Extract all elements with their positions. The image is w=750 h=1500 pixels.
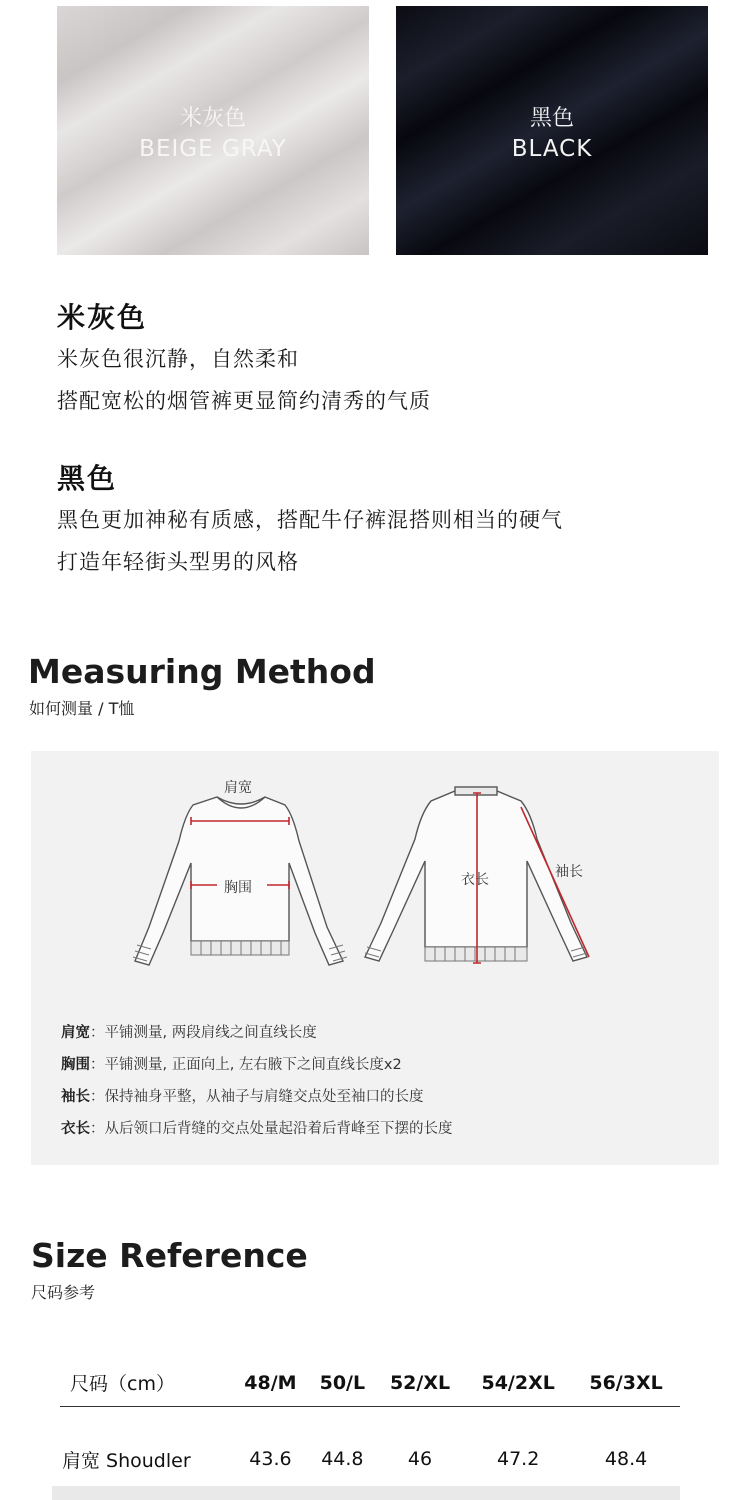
- size-column-header: 54/2XL: [464, 1360, 572, 1406]
- swatch-label: [57, 104, 369, 164]
- table-cell: 43.6: [249, 1448, 292, 1471]
- size-column-header: 50/L: [309, 1360, 376, 1406]
- label-length: 衣长: [461, 872, 489, 888]
- swatch-label: [396, 104, 708, 164]
- color-title: 黑色: [57, 462, 118, 495]
- definition-separator: ：: [90, 1089, 105, 1105]
- definition-length: [61, 1113, 453, 1145]
- definition-term: 胸围: [61, 1057, 90, 1073]
- swatch-black: [396, 6, 708, 255]
- label-sleeve: 袖长: [555, 864, 583, 880]
- definition-term: 肩宽: [61, 1025, 90, 1041]
- definition-text: 平铺测量, 正面向上, 左右腋下之间直线长度x2: [104, 1057, 402, 1073]
- color-text-line: 打造年轻街头型男的风格: [57, 550, 299, 574]
- definition-shoulder: [61, 1017, 453, 1049]
- definition-text: 保持袖身平整，从袖子与肩缝交点处至袖口的长度: [104, 1089, 424, 1105]
- label-shoulder: 肩宽: [224, 780, 252, 796]
- swatch-name-en: BLACK: [511, 136, 593, 162]
- front-shirt-ribbing: [133, 941, 347, 961]
- color-description-beige-gray: [57, 298, 431, 422]
- measuring-method-title: Measuring Method: [28, 652, 376, 691]
- color-text-line: 米灰色很沉静，自然柔和: [57, 347, 299, 371]
- back-shirt-ribbing: [365, 947, 587, 961]
- row-label: 肩宽 Shoudler: [62, 1449, 191, 1472]
- color-text-line: 搭配宽松的烟管裤更显简约清秀的气质: [57, 389, 431, 413]
- swatch-name-cn: 米灰色: [179, 106, 246, 131]
- table-row: [60, 1406, 680, 1478]
- definition-text: 平铺测量, 两段肩线之间直线长度: [104, 1025, 317, 1041]
- definition-separator: ：: [90, 1121, 105, 1137]
- color-text-line: 黑色更加神秘有质感，搭配牛仔裤混搭则相当的硬气: [57, 508, 563, 532]
- size-table: [60, 1360, 680, 1478]
- label-chest: 胸围: [224, 880, 252, 896]
- definition-separator: ：: [90, 1057, 105, 1073]
- size-reference-title: Size Reference: [31, 1236, 308, 1275]
- table-cell: 46: [407, 1448, 433, 1471]
- definition-chest: [61, 1049, 453, 1081]
- table-row-cut-off: [52, 1486, 680, 1500]
- size-column-header: 48/M: [232, 1360, 309, 1406]
- size-reference-subtitle: 尺码参考: [31, 1283, 96, 1302]
- measuring-diagram-panel: [31, 751, 719, 1165]
- size-table-header: [60, 1360, 680, 1406]
- swatch-beige-gray: [57, 6, 369, 255]
- size-column-header: 52/XL: [376, 1360, 464, 1406]
- measurement-definitions: [61, 1017, 453, 1145]
- definition-term: 袖长: [61, 1089, 90, 1105]
- definition-separator: ：: [90, 1025, 105, 1041]
- color-title: 米灰色: [57, 301, 148, 334]
- definition-sleeve: [61, 1081, 453, 1113]
- swatch-name-cn: 黑色: [529, 106, 574, 131]
- size-header-label: 尺码（cm）: [60, 1360, 232, 1406]
- table-cell: 48.4: [604, 1448, 648, 1471]
- measuring-method-subtitle: 如何测量 / T恤: [29, 699, 135, 718]
- color-description-black: [57, 459, 563, 583]
- size-column-header: 56/3XL: [572, 1360, 680, 1406]
- definition-term: 衣长: [61, 1121, 90, 1137]
- table-cell: 44.8: [321, 1448, 364, 1471]
- swatch-name-en: BEIGE GRAY: [139, 136, 287, 162]
- definition-text: 从后领口后背缝的交点处量起沿着后背峰至下摆的长度: [104, 1121, 453, 1137]
- table-cell: 47.2: [497, 1448, 540, 1471]
